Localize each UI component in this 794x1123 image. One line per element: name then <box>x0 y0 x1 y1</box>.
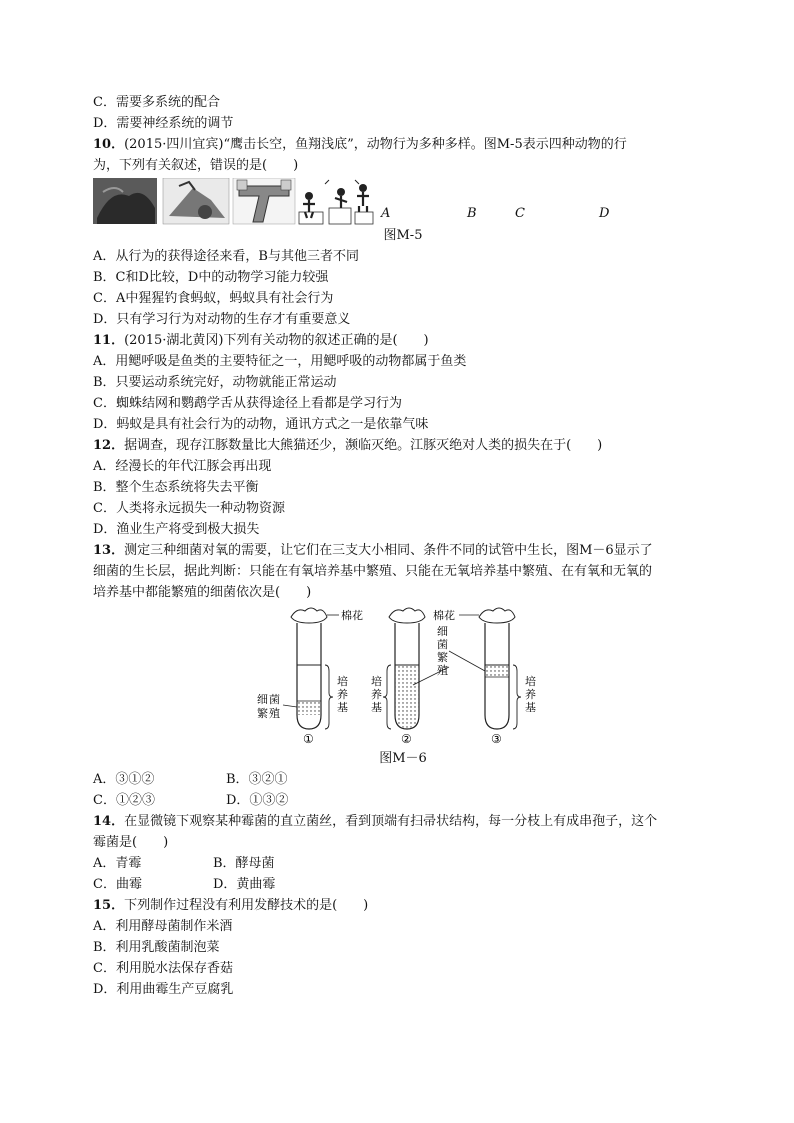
q11-stem-text: (2015·湖北黄冈)下列有关动物的叙述正确的是( ) <box>124 333 429 348</box>
q13-options-row1 <box>93 769 713 790</box>
q9-option-c: C．需要多系统的配合 <box>93 95 220 110</box>
q11-option-c: C．蜘蛛结网和鹦鹉学舌从获得途径上看都是学习行为 <box>93 396 402 411</box>
q13-options-row2 <box>93 790 713 811</box>
q15-option-d: D．利用曲霉生产豆腐乳 <box>93 982 234 997</box>
medium-label-3-char2: 养 <box>525 688 536 701</box>
q12-option-a: A．经漫长的年代江豚会再出现 <box>93 459 272 474</box>
cotton-plug-2 <box>389 608 425 623</box>
medium-label-2-char2: 养 <box>371 688 382 701</box>
fig-letter-b: B <box>467 206 477 221</box>
q13-option-a: A．③①② <box>93 772 155 787</box>
test-tube-1 <box>291 608 327 729</box>
q15-number: 15． <box>93 898 125 913</box>
fig-letter-d: D <box>599 206 610 221</box>
fig-letter-a: A <box>381 206 391 221</box>
q12-stem-text: 据调查，现存江豚数量比大熊猫还少，濒临灭绝。江豚灭绝对人类的损失在于( ) <box>124 438 603 453</box>
q13-stem-line1: 测定三种细菌对氧的需要，让它们在三支大小相同、条件不同的试管中生长，图M－6显示了 <box>124 543 653 558</box>
q13-stem-line2: 细菌的生长层，据此判断：只能在有氧培养基中繁殖、只能在无氧培养基中繁殖、在有氧和无氧的 <box>93 564 653 579</box>
q12-option-d: D．渔业生产将受到极大损失 <box>93 522 260 537</box>
test-tube-2 <box>389 608 425 729</box>
test-tubes-diagram <box>253 605 553 745</box>
q13-stem <box>93 540 713 561</box>
q14-option-a: A．青霉 <box>93 856 142 871</box>
q13-number: 13． <box>93 543 125 558</box>
medium-label-2-char1: 培 <box>371 675 382 688</box>
q14-option-d: D．黄曲霉 <box>213 877 276 892</box>
q14-option-b: B．酵母菌 <box>213 856 275 871</box>
q14-options-row1 <box>93 853 713 874</box>
q15-option-a: A．利用酵母菌制作米酒 <box>93 919 233 934</box>
q14-stem-line2: 霉菌是( ) <box>93 835 169 850</box>
q11-option-b: B．只要运动系统完好，动物就能正常运动 <box>93 375 337 390</box>
medium-label-1-char1: 培 <box>337 675 348 688</box>
medium-label-1-char3: 基 <box>337 701 348 714</box>
q14-number: 14． <box>93 814 125 829</box>
medium-label-2-char3: 基 <box>371 701 382 714</box>
q10-stem-line1: (2015·四川宜宾)“鹰击长空，鱼翔浅底”，动物行为多种多样。图M-5表示四种动物的行 <box>124 137 627 152</box>
drawing-monkeys <box>299 180 373 224</box>
q14-option-c: C．曲霉 <box>93 877 142 892</box>
q10-stem <box>93 134 713 155</box>
q14-stem <box>93 811 713 832</box>
q9-option-d: D．需要神经系统的调节 <box>93 116 234 131</box>
q13-option-d: D．①③② <box>226 793 289 808</box>
tube-number-3: ③ <box>491 732 502 745</box>
medium-label-1-char2: 养 <box>337 688 348 701</box>
tube-number-1: ① <box>303 732 314 745</box>
bacteria-label-2-c3: 繁 <box>437 651 448 664</box>
q13-stem-line3: 培养基中都能繁殖的细菌依次是( ) <box>93 585 312 600</box>
bacteria-layer-2 <box>396 665 419 728</box>
q13-option-c: C．①②③ <box>93 793 155 808</box>
tube-number-2: ② <box>401 732 412 745</box>
bacteria-label-1-line2: 繁 <box>257 707 268 720</box>
q11-stem <box>93 330 713 351</box>
q10-number: 10． <box>93 137 125 152</box>
animal-behavior-photos <box>93 178 375 226</box>
exam-page <box>93 92 713 1000</box>
q13-option-b: B．③②① <box>226 772 288 787</box>
figure-m6-caption: 图M－6 <box>379 751 427 766</box>
bacteria-label-2-c4: 殖 <box>437 664 448 677</box>
cotton-label-1: 棉花 <box>341 609 363 622</box>
q15-option-c: C．利用脱水法保存香菇 <box>93 961 233 976</box>
bacteria-layer-3 <box>486 665 509 677</box>
bacteria-label-1-line1b: 菌 <box>269 693 280 706</box>
q10-option-a: A．从行为的获得途径来看，B与其他三者不同 <box>93 249 359 264</box>
q10-option-c: C．A中猩猩钓食蚂蚁，蚂蚁具有社会行为 <box>93 291 334 306</box>
bacteria-layer-1 <box>298 701 321 715</box>
cotton-label-2: 棉花 <box>433 609 455 622</box>
bacteria-label-2-c2: 菌 <box>437 638 448 651</box>
figure-m5-caption: 图M-5 <box>383 228 423 243</box>
q15-stem <box>93 895 713 916</box>
q15-option-b: B．利用乳酸菌制泡菜 <box>93 940 220 955</box>
q12-option-c: C．人类将永远损失一种动物资源 <box>93 501 285 516</box>
q12-stem <box>93 435 713 456</box>
q14-options-row2 <box>93 874 713 895</box>
cotton-plug-1 <box>291 608 327 623</box>
bacteria-label-1-line2b: 殖 <box>269 707 280 720</box>
bacteria-label-2-c1: 细 <box>437 625 448 638</box>
q10-option-b: B．C和D比较，D中的动物学习能力较强 <box>93 270 329 285</box>
q10-stem-line2: 为，下列有关叙述，错误的是( ) <box>93 158 299 173</box>
q14-stem-line1: 在显微镜下观察某种霉菌的直立菌丝，看到顶端有扫帚状结构，每一分枝上有成串孢子，这个 <box>124 814 658 829</box>
figure-m6 <box>93 605 713 745</box>
q11-option-d: D．蚂蚁是具有社会行为的动物，通讯方式之一是依靠气味 <box>93 417 429 432</box>
q12-number: 12． <box>93 438 125 453</box>
q12-option-b: B．整个生态系统将失去平衡 <box>93 480 259 495</box>
cotton-plug-3 <box>479 608 515 623</box>
q15-stem-text: 下列制作过程没有利用发酵技术的是( ) <box>124 898 369 913</box>
q11-option-a: A．用鳃呼吸是鱼类的主要特征之一，用鳃呼吸的动物都属于鱼类 <box>93 354 467 369</box>
q11-number: 11． <box>93 333 125 348</box>
test-tube-3 <box>479 608 515 729</box>
figure-m5 <box>93 178 713 226</box>
bacteria-label-1-line1: 细 <box>257 693 268 706</box>
medium-label-3-char3: 基 <box>525 701 536 714</box>
fig-letter-c: C <box>515 206 525 221</box>
q10-option-d: D．只有学习行为对动物的生存才有重要意义 <box>93 312 351 327</box>
medium-label-3-char1: 培 <box>525 675 536 688</box>
